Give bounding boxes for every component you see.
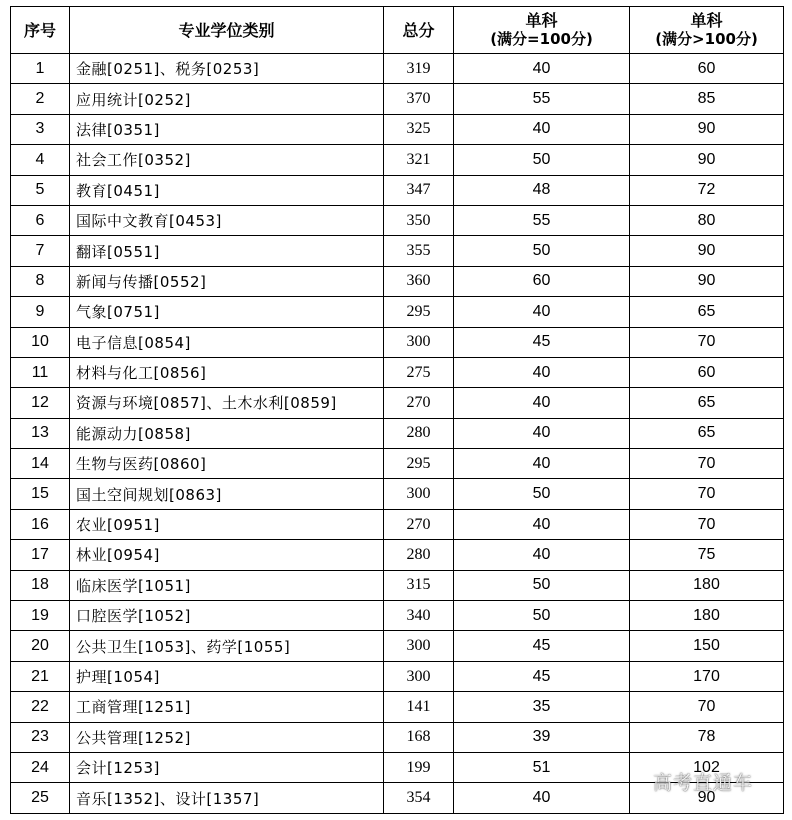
table-row — [11, 175, 784, 205]
row-single-100: 40 — [454, 449, 630, 479]
row-total: 295 — [384, 297, 454, 327]
row-index: 8 — [11, 266, 70, 296]
table-body — [11, 54, 784, 814]
row-single-over100: 90 — [630, 236, 784, 266]
row-category: 社会工作[0352] — [70, 145, 384, 175]
row-category: 新闻与传播[0552] — [70, 266, 384, 296]
row-total: 300 — [384, 479, 454, 509]
table-row — [11, 449, 784, 479]
row-category: 翻译[0551] — [70, 236, 384, 266]
row-total: 300 — [384, 631, 454, 661]
row-single-over100: 75 — [630, 540, 784, 570]
row-single-over100: 65 — [630, 297, 784, 327]
table-row — [11, 54, 784, 84]
row-total: 168 — [384, 722, 454, 752]
table-row — [11, 540, 784, 570]
row-single-over100: 70 — [630, 692, 784, 722]
watermark: 高考直通车 — [653, 772, 754, 794]
row-category: 农业[0951] — [70, 509, 384, 539]
row-total: 355 — [384, 236, 454, 266]
row-single-100: 40 — [454, 357, 630, 387]
row-category: 资源与环境[0857]、土木水利[0859] — [70, 388, 384, 418]
row-single-over100: 60 — [630, 357, 784, 387]
row-single-over100: 180 — [630, 601, 784, 631]
row-single-100: 50 — [454, 570, 630, 600]
row-single-100: 45 — [454, 327, 630, 357]
row-single-100: 40 — [454, 114, 630, 144]
table-row — [11, 509, 784, 539]
table-row — [11, 722, 784, 752]
row-single-100: 40 — [454, 783, 630, 813]
header-single-100-title: 单科 — [525, 11, 558, 30]
header-single-100-note: (满分=100分) — [490, 30, 593, 48]
row-category: 国土空间规划[0863] — [70, 479, 384, 509]
row-single-100: 55 — [454, 205, 630, 235]
row-single-over100: 150 — [630, 631, 784, 661]
row-index: 21 — [11, 661, 70, 691]
row-category: 应用统计[0252] — [70, 84, 384, 114]
row-single-100: 35 — [454, 692, 630, 722]
row-category: 公共管理[1252] — [70, 722, 384, 752]
row-single-over100: 78 — [630, 722, 784, 752]
row-single-100: 39 — [454, 722, 630, 752]
header-category: 专业学位类别 — [70, 7, 384, 54]
table-row — [11, 84, 784, 114]
row-category: 口腔医学[1052] — [70, 601, 384, 631]
row-category: 临床医学[1051] — [70, 570, 384, 600]
row-single-over100: 170 — [630, 661, 784, 691]
table-row — [11, 601, 784, 631]
row-single-over100: 102 — [630, 752, 784, 782]
row-index: 9 — [11, 297, 70, 327]
row-category: 会计[1253] — [70, 752, 384, 782]
row-single-100: 40 — [454, 540, 630, 570]
row-index: 18 — [11, 570, 70, 600]
table-row — [11, 145, 784, 175]
row-index: 5 — [11, 175, 70, 205]
row-category: 护理[1054] — [70, 661, 384, 691]
row-single-100: 45 — [454, 631, 630, 661]
row-category: 教育[0451] — [70, 175, 384, 205]
row-total: 300 — [384, 327, 454, 357]
row-single-over100: 180 — [630, 570, 784, 600]
row-index: 24 — [11, 752, 70, 782]
table-row — [11, 661, 784, 691]
row-single-over100: 90 — [630, 114, 784, 144]
table-row — [11, 631, 784, 661]
row-single-100: 48 — [454, 175, 630, 205]
row-single-over100: 70 — [630, 327, 784, 357]
table-row — [11, 357, 784, 387]
header-index: 序号 — [11, 7, 70, 54]
row-category: 公共卫生[1053]、药学[1055] — [70, 631, 384, 661]
row-single-100: 40 — [454, 54, 630, 84]
table-row — [11, 479, 784, 509]
row-single-100: 50 — [454, 479, 630, 509]
table-row — [11, 327, 784, 357]
row-category: 音乐[1352]、设计[1357] — [70, 783, 384, 813]
row-total: 199 — [384, 752, 454, 782]
row-index: 3 — [11, 114, 70, 144]
row-index: 20 — [11, 631, 70, 661]
row-total: 275 — [384, 357, 454, 387]
header-row — [11, 7, 784, 54]
row-single-over100: 72 — [630, 175, 784, 205]
row-index: 2 — [11, 84, 70, 114]
row-single-100: 40 — [454, 418, 630, 448]
row-index: 7 — [11, 236, 70, 266]
table-row — [11, 236, 784, 266]
row-single-100: 55 — [454, 84, 630, 114]
row-index: 10 — [11, 327, 70, 357]
row-total: 321 — [384, 145, 454, 175]
row-single-100: 60 — [454, 266, 630, 296]
row-single-over100: 65 — [630, 418, 784, 448]
row-index: 11 — [11, 357, 70, 387]
table-row — [11, 570, 784, 600]
table-row — [11, 114, 784, 144]
row-single-100: 40 — [454, 297, 630, 327]
row-index: 22 — [11, 692, 70, 722]
row-single-100: 50 — [454, 236, 630, 266]
row-index: 15 — [11, 479, 70, 509]
row-total: 319 — [384, 54, 454, 84]
row-total: 270 — [384, 388, 454, 418]
row-total: 360 — [384, 266, 454, 296]
header-single-over100 — [630, 7, 784, 54]
row-total: 315 — [384, 570, 454, 600]
row-single-over100: 85 — [630, 84, 784, 114]
header-total: 总分 — [384, 7, 454, 54]
row-single-100: 51 — [454, 752, 630, 782]
table-row — [11, 388, 784, 418]
row-total: 300 — [384, 661, 454, 691]
row-single-100: 50 — [454, 601, 630, 631]
row-index: 19 — [11, 601, 70, 631]
row-total: 340 — [384, 601, 454, 631]
row-category: 金融[0251]、税务[0253] — [70, 54, 384, 84]
header-single-over100-title: 单科 — [690, 11, 723, 30]
row-single-over100: 70 — [630, 449, 784, 479]
row-total: 280 — [384, 418, 454, 448]
row-single-over100: 60 — [630, 54, 784, 84]
table-row — [11, 297, 784, 327]
row-single-100: 45 — [454, 661, 630, 691]
table-row — [11, 692, 784, 722]
row-category: 国际中文教育[0453] — [70, 205, 384, 235]
row-total: 350 — [384, 205, 454, 235]
row-category: 法律[0351] — [70, 114, 384, 144]
row-index: 12 — [11, 388, 70, 418]
row-index: 16 — [11, 509, 70, 539]
score-table — [10, 6, 784, 814]
row-total: 280 — [384, 540, 454, 570]
row-total: 141 — [384, 692, 454, 722]
row-index: 1 — [11, 54, 70, 84]
row-category: 气象[0751] — [70, 297, 384, 327]
row-index: 13 — [11, 418, 70, 448]
row-category: 电子信息[0854] — [70, 327, 384, 357]
row-total: 325 — [384, 114, 454, 144]
row-category: 林业[0954] — [70, 540, 384, 570]
row-index: 6 — [11, 205, 70, 235]
row-index: 23 — [11, 722, 70, 752]
row-single-over100: 90 — [630, 266, 784, 296]
header-single-100 — [454, 7, 630, 54]
row-single-over100: 90 — [630, 145, 784, 175]
table-row — [11, 418, 784, 448]
row-single-over100: 80 — [630, 205, 784, 235]
row-single-over100: 70 — [630, 509, 784, 539]
row-index: 14 — [11, 449, 70, 479]
table-row — [11, 205, 784, 235]
row-single-100: 40 — [454, 388, 630, 418]
row-total: 354 — [384, 783, 454, 813]
row-single-100: 40 — [454, 509, 630, 539]
row-single-over100: 65 — [630, 388, 784, 418]
row-single-over100: 90 — [630, 783, 784, 813]
row-category: 工商管理[1251] — [70, 692, 384, 722]
table-row — [11, 266, 784, 296]
header-single-over100-note: (满分>100分) — [655, 30, 758, 48]
row-single-100: 50 — [454, 145, 630, 175]
row-category: 能源动力[0858] — [70, 418, 384, 448]
row-index: 4 — [11, 145, 70, 175]
row-category: 生物与医药[0860] — [70, 449, 384, 479]
row-category: 材料与化工[0856] — [70, 357, 384, 387]
row-total: 270 — [384, 509, 454, 539]
row-total: 370 — [384, 84, 454, 114]
row-single-over100: 70 — [630, 479, 784, 509]
row-total: 295 — [384, 449, 454, 479]
row-total: 347 — [384, 175, 454, 205]
row-index: 17 — [11, 540, 70, 570]
row-index: 25 — [11, 783, 70, 813]
